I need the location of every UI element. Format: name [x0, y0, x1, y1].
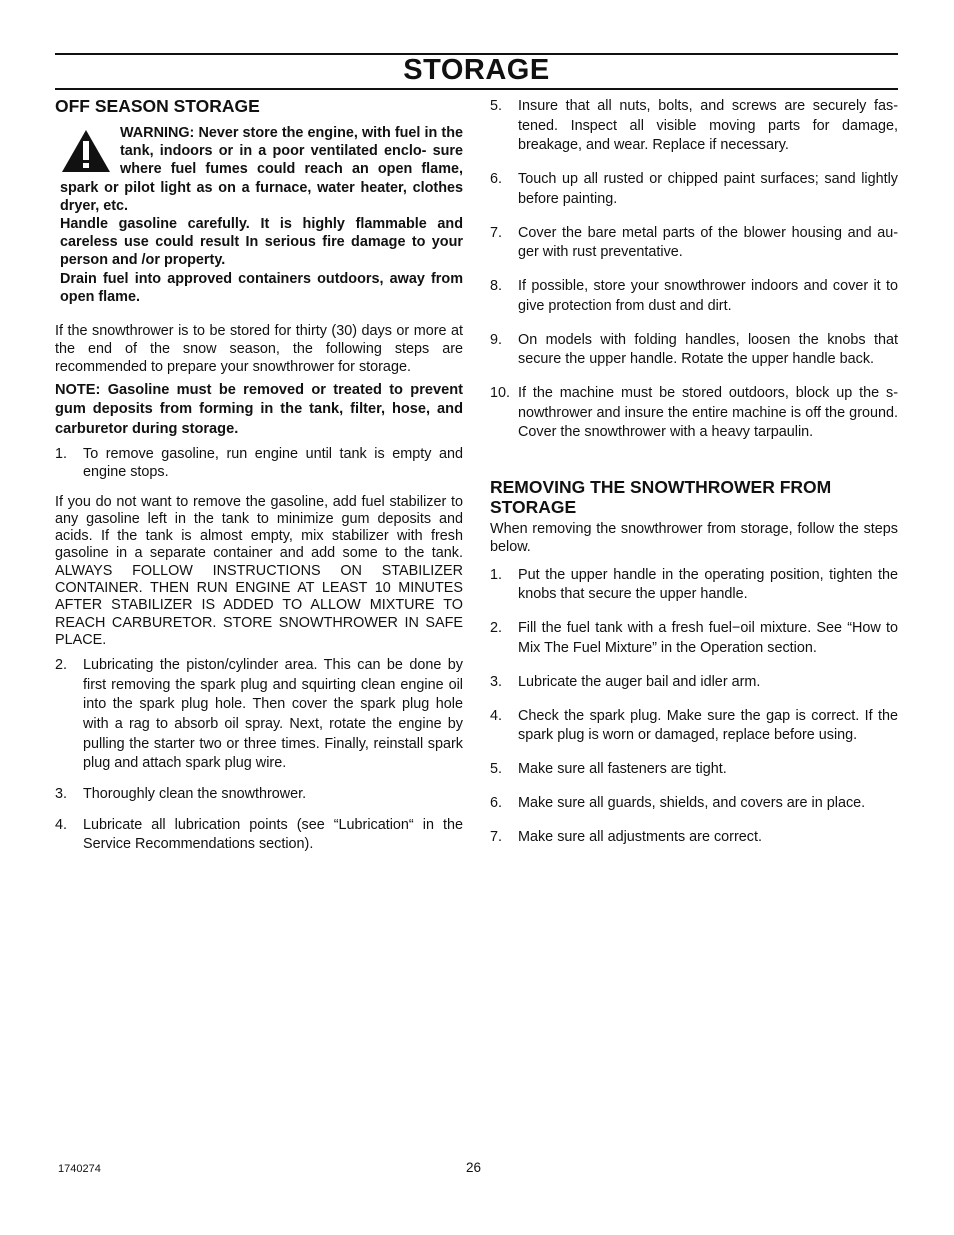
left-column	[55, 96, 463, 854]
list-item: 1. To remove gasoline, run engine until tank is empty and engine stops.	[55, 446, 463, 481]
list-item: 4. Check the spark plug. Make sure the gap is correct. If the spark plug is worn or damaged, replace before using.	[490, 707, 898, 744]
list-item: 3. Lubricate the auger bail and idler arm.	[490, 673, 761, 690]
title-rule-bottom	[55, 88, 898, 90]
list-item: 8. If possible, store your snowthrower indoors and cover it to give protection from dust and dirt.	[490, 278, 898, 314]
right-column	[490, 97, 898, 862]
warning-text-3: Drain fuel into approved containers outdoors, away from open flame.	[60, 270, 463, 305]
list-item: 5. Insure that all nuts, bolts, and screws are securely fas- tened. Inspect all visible moving parts for damage, breakage, and wear. Replace if necessary.	[490, 98, 898, 153]
removal-intro: When removing the snowthrower from storage, follow the steps below.	[490, 520, 898, 555]
list-item: 1. Put the upper handle in the operating position, tighten the knobs that secure the upper handle.	[490, 566, 898, 603]
section-heading-removing: REMOVING THE SNOWTHROWER FROM STORAGE	[490, 476, 832, 517]
list-item: 6. Touch up all rusted or chipped paint surfaces; sand lightly before painting.	[490, 171, 898, 207]
stabilizer-paragraph: If you do not want to remove the gasoline, add fuel stabilizer to any gasoline left in the tank to minimize gum deposits and acids. If the tank is almost empty, mix stabilizer with fresh gasoline in a separate container and add some to the tank. ALWAYS FOLLOW INSTRUCTIONS ON STABILIZER CONTAINER. THEN RUN ENGINE AT LEAST 10 MINUTES AFTER STABILIZER IS ADDED TO ALLOW MIXTURE TO REACH CARBURETOR. STORE SNOWTHROWER IN SAFE PLACE.	[55, 493, 463, 648]
list-item: 5. Make sure all fasteners are tight.	[490, 761, 727, 778]
gasoline-note: NOTE: Gasoline must be removed or treated to prevent gum deposits from forming in the tank, filter, hose, and carburetor during storage.	[55, 381, 463, 437]
warning-triangle-icon	[60, 128, 112, 174]
warning-text-2: Handle gasoline carefully. It is highly flammable and careless use could result In serious fire damage to your person and /or property.	[60, 216, 463, 269]
warning-text-1: WARNING: Never store the engine, with fuel in the tank, indoors or in a poor ventilated enclo- sure where fuel fumes could reach an open flame, spark or pilot light as on a furnace, water heater, clothes dryer, etc.	[60, 125, 463, 214]
list-item: 6. Make sure all guards, shields, and covers are in place.	[490, 795, 866, 812]
list-item: 3. Thoroughly clean the snowthrower.	[55, 785, 307, 802]
list-item: 10. If the machine must be stored outdoors, block up the s- nowthrower and insure the entire machine is off the ground. Cover the snowthrower with a heavy tarpaulin.	[490, 385, 898, 440]
warning-block	[55, 124, 463, 306]
page-number: 26	[466, 1160, 482, 1175]
list-item: 7. Cover the bare metal parts of the blower housing and au- ger with rust preventative.	[490, 224, 898, 260]
list-item: 9. On models with folding handles, loosen the knobs that secure the upper handle. Rotate the upper handle back.	[490, 331, 898, 367]
page-title: STORAGE	[403, 54, 550, 86]
section-heading-off-season: OFF SEASON STORAGE	[55, 96, 260, 116]
list-item: 2. Fill the fuel tank with a fresh fuel−oil mixture. See “How to Mix The Fuel Mixture” in the Operation section.	[490, 620, 898, 656]
storage-intro: If the snowthrower is to be stored for thirty (30) days or more at the end of the snow season, the following steps are recommended to prepare your snowthrower for storage.	[55, 323, 463, 376]
list-item: 7. Make sure all adjustments are correct.	[490, 829, 762, 846]
list-item: 4. Lubricate all lubrication points (see “Lubrication“ in the Service Recommendations section).	[55, 816, 463, 852]
document-number: 1740274	[58, 1163, 101, 1175]
list-item: 2. Lubricating the piston/cylinder area. This can be done by first removing the spark plug and squirting clean engine oil into the spark plug hole. Then cover the spark plug hole with a rag to absorb oil spray. Next, rotate the engine by pulling the starter two or three times. Finally, reinstall spark plug and attach spark plug wire.	[55, 657, 463, 772]
